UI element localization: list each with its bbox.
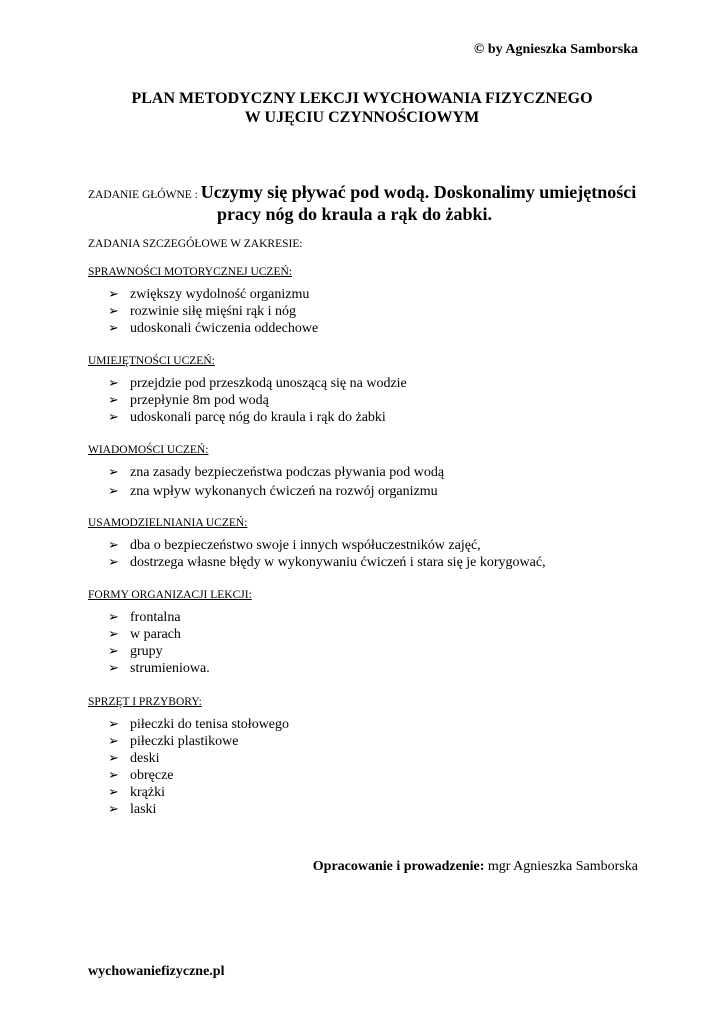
- document-title: [0, 89, 724, 127]
- list-item: ➢ deski: [108, 751, 160, 766]
- arrowhead-bullet-icon: ➢: [108, 802, 119, 817]
- item-list: [88, 464, 444, 500]
- list-item: ➢ obręcze: [108, 768, 174, 783]
- arrowhead-bullet-icon: ➢: [108, 321, 119, 336]
- arrowhead-bullet-icon: ➢: [108, 734, 119, 749]
- list-item: ➢ udoskonali ćwiczenia oddechowe: [108, 321, 319, 336]
- list-item: ➢ frontalna: [108, 610, 181, 625]
- copyright-notice: © by Agnieszka Samborska: [473, 42, 638, 57]
- main-task-line-2: pracy nóg do kraula a rąk do żabki.: [217, 204, 493, 224]
- section-independence: [88, 517, 546, 571]
- section-equipment: [88, 696, 289, 818]
- arrowhead-bullet-icon: ➢: [108, 768, 119, 783]
- arrowhead-bullet-icon: ➢: [108, 610, 119, 625]
- list-item: ➢ piłeczki do tenisa stołowego: [108, 717, 290, 732]
- list-item: ➢ udoskonali parcę nóg do kraula i rąk do żabki: [108, 410, 386, 425]
- list-item: ➢ krążki: [108, 785, 165, 800]
- list-item: ➢ przepłynie 8m pod wodą: [108, 393, 269, 408]
- list-item: ➢ grupy: [108, 644, 163, 659]
- item-list: [88, 375, 407, 426]
- arrowhead-bullet-icon: ➢: [108, 751, 119, 766]
- section-heading: USAMODZIELNIANIA UCZEŃ:: [88, 517, 248, 529]
- author-credit: [313, 859, 638, 875]
- main-task-line-1: Uczymy się pływać pod wodą. Doskonalimy umiejętności: [200, 182, 637, 202]
- arrowhead-bullet-icon: ➢: [108, 304, 119, 319]
- title-line-2: W UJĘCIU CZYNNOŚCIOWYM: [244, 109, 480, 126]
- section-organization-forms: [88, 589, 252, 677]
- item-list: [88, 609, 252, 677]
- arrowhead-bullet-icon: ➢: [108, 465, 119, 480]
- list-item: ➢ strumieniowa.: [108, 661, 210, 676]
- item-list: [88, 716, 289, 818]
- list-item: ➢ rozwinie siłę mięśni rąk i nóg: [108, 304, 297, 319]
- arrowhead-bullet-icon: ➢: [108, 393, 119, 408]
- section-knowledge: [88, 444, 444, 500]
- arrowhead-bullet-icon: ➢: [108, 644, 119, 659]
- title-line-1: PLAN METODYCZNY LEKCJI WYCHOWANIA FIZYCZNEGO: [131, 90, 593, 107]
- detailed-tasks-heading: ZADANIA SZCZEGÓŁOWE W ZAKRESIE:: [88, 238, 303, 250]
- arrowhead-bullet-icon: ➢: [108, 627, 119, 642]
- item-list: [88, 537, 546, 571]
- list-item: ➢ zna wpływ wykonanych ćwiczeń na rozwój organizmu: [108, 484, 438, 499]
- section-skills: [88, 355, 407, 426]
- list-item: ➢ dostrzega własne błędy w wykonywaniu ćwiczeń i stara się je korygować,: [108, 555, 546, 570]
- list-item: ➢ w parach: [108, 627, 181, 642]
- section-heading: SPRAWNOŚCI MOTORYCZNEJ UCZEŃ:: [88, 266, 292, 278]
- section-heading: UMIEJĘTNOŚCI UCZEŃ:: [88, 355, 215, 367]
- arrowhead-bullet-icon: ➢: [108, 410, 119, 425]
- section-heading: WIADOMOŚCI UCZEŃ:: [88, 444, 209, 456]
- arrowhead-bullet-icon: ➢: [108, 661, 119, 676]
- list-item: ➢ zna zasady bezpieczeństwa podczas pływania pod wodą: [108, 465, 445, 480]
- main-task: [88, 182, 648, 225]
- list-item: ➢ zwiększy wydolność organizmu: [108, 287, 310, 302]
- arrowhead-bullet-icon: ➢: [108, 717, 119, 732]
- main-task-label: ZADANIE GŁÓWNE :: [88, 189, 201, 201]
- list-item: ➢ piłeczki plastikowe: [108, 734, 239, 749]
- list-item: ➢ przejdzie pod przeszkodą unoszącą się na wodzie: [108, 376, 407, 391]
- arrowhead-bullet-icon: ➢: [108, 287, 119, 302]
- list-item: ➢ laski: [108, 802, 157, 817]
- section-motor-skills: [88, 266, 318, 337]
- arrowhead-bullet-icon: ➢: [108, 555, 119, 570]
- section-heading: FORMY ORGANIZACJI LEKCJI:: [88, 589, 252, 601]
- list-item: ➢ dba o bezpieczeństwo swoje i innych współuczestników zajęć,: [108, 538, 481, 553]
- website-footer: wychowaniefizyczne.pl: [88, 964, 225, 979]
- arrowhead-bullet-icon: ➢: [108, 376, 119, 391]
- credit-label: Opracowanie i prowadzenie:: [312, 859, 485, 874]
- section-heading: SPRZĘT I PRZYBORY:: [88, 696, 202, 708]
- credit-name: mgr Agnieszka Samborska: [484, 859, 638, 874]
- arrowhead-bullet-icon: ➢: [108, 785, 119, 800]
- arrowhead-bullet-icon: ➢: [108, 538, 119, 553]
- arrowhead-bullet-icon: ➢: [108, 484, 119, 499]
- item-list: [88, 286, 318, 337]
